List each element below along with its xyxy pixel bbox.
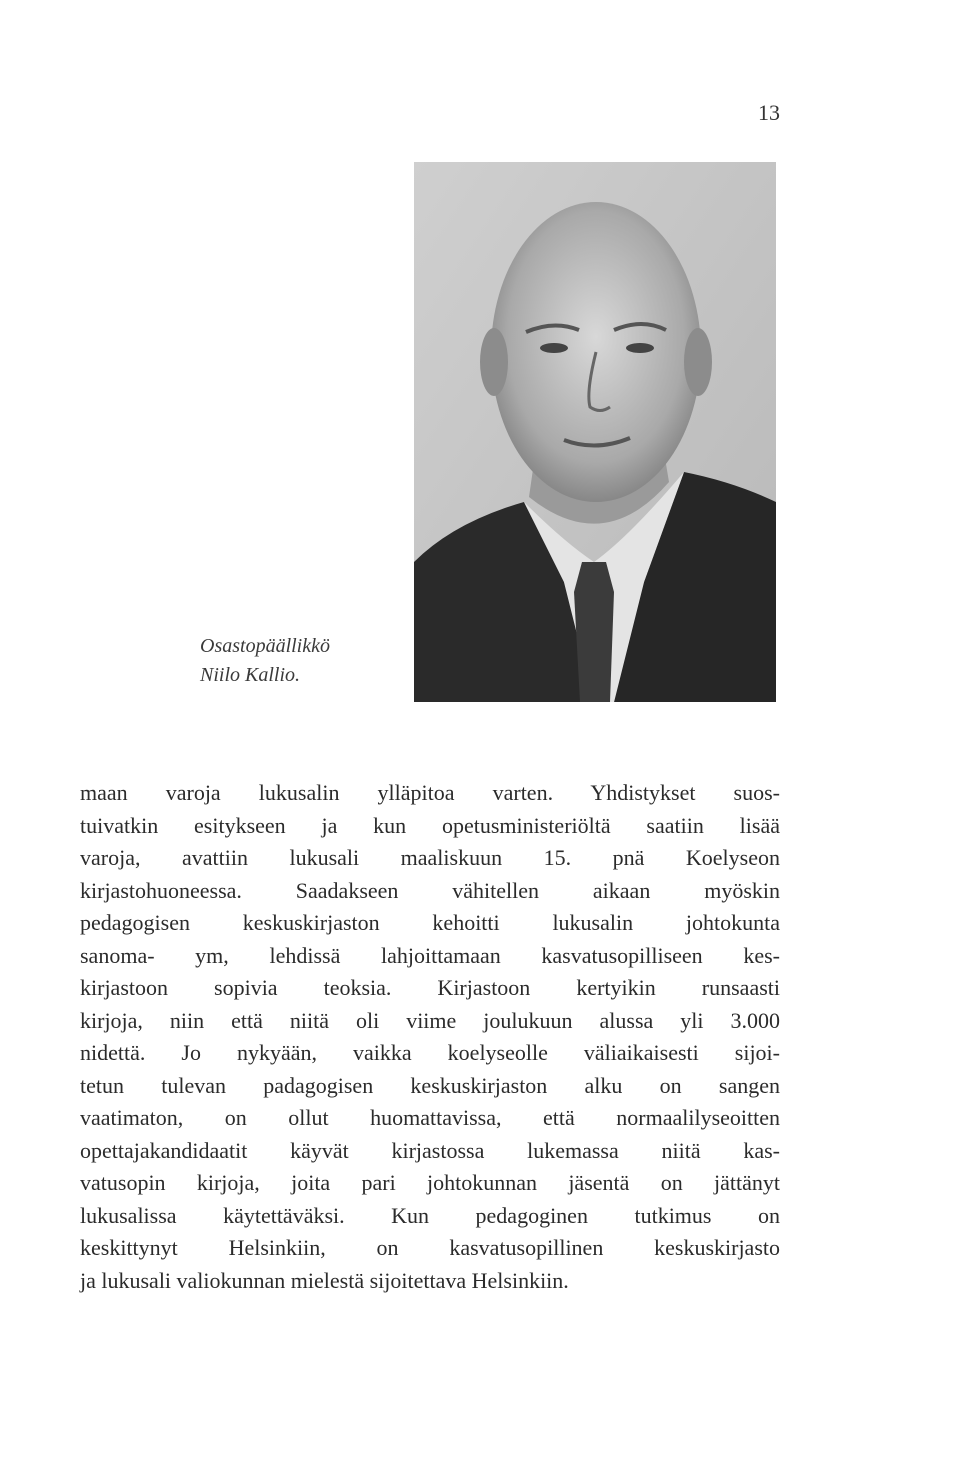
- caption-name: Niilo Kallio.: [200, 664, 301, 686]
- text-line: vaatimaton, on ollut huomattavissa, että normaalilyseoitten: [80, 1105, 780, 1130]
- page-number: 13: [758, 100, 780, 125]
- text-line: kirjastoon sopivia teoksia. Kirjastoon kertyikin runsaasti: [80, 975, 780, 1000]
- text-line: kirjoja, niin että niitä oli viime joulukuun alussa yli 3.000: [80, 1007, 780, 1033]
- caption-title: Osastopäällikkö: [200, 635, 330, 657]
- text-line: keskittynyt Helsinkiin, on kasvatusopillinen keskuskirjasto: [80, 1235, 780, 1260]
- text-line: tetun tulevan padagogisen keskuskirjaston alku on sangen: [80, 1072, 780, 1098]
- text-line: lukusalissa käytettäväksi. Kun pedagoginen tutkimus on: [80, 1202, 780, 1228]
- body-paragraph: [80, 777, 780, 1297]
- portrait-illustration: [414, 162, 776, 702]
- text-line: opettajakandidaatit käyvät kirjastossa lukemassa niitä kas-: [80, 1137, 780, 1163]
- text-line: varoja, avattiin lukusali maaliskuun 15. pnä Koelyseon: [80, 845, 780, 870]
- text-line-last: ja lukusali valiokunnan mielestä sijoitettava Helsinkiin.: [80, 1267, 569, 1293]
- text-line: sanoma- ym, lehdissä lahjoittamaan kasvatusopilliseen kes-: [80, 942, 780, 968]
- portrait-photo: [414, 162, 776, 702]
- text-line: maan varoja lukusalin ylläpitoa varten. Yhdistykset suos-: [80, 780, 780, 805]
- text-line: kirjastohuoneessa. Saadakseen vähitellen aikaan myöskin: [80, 877, 780, 903]
- photo-caption: [200, 632, 330, 690]
- text-line: tuivatkin esitykseen ja kun opetusministeriöltä saatiin lisää: [80, 812, 780, 838]
- text-line: vatusopin kirjoja, joita pari johtokunnan jäsentä on jättänyt: [80, 1170, 780, 1195]
- text-line: nidettä. Jo nykyään, vaikka koelyseolle väliaikaisesti sijoi-: [80, 1040, 780, 1065]
- text-line: pedagogisen keskuskirjaston kehoitti lukusalin johtokunta: [80, 910, 780, 935]
